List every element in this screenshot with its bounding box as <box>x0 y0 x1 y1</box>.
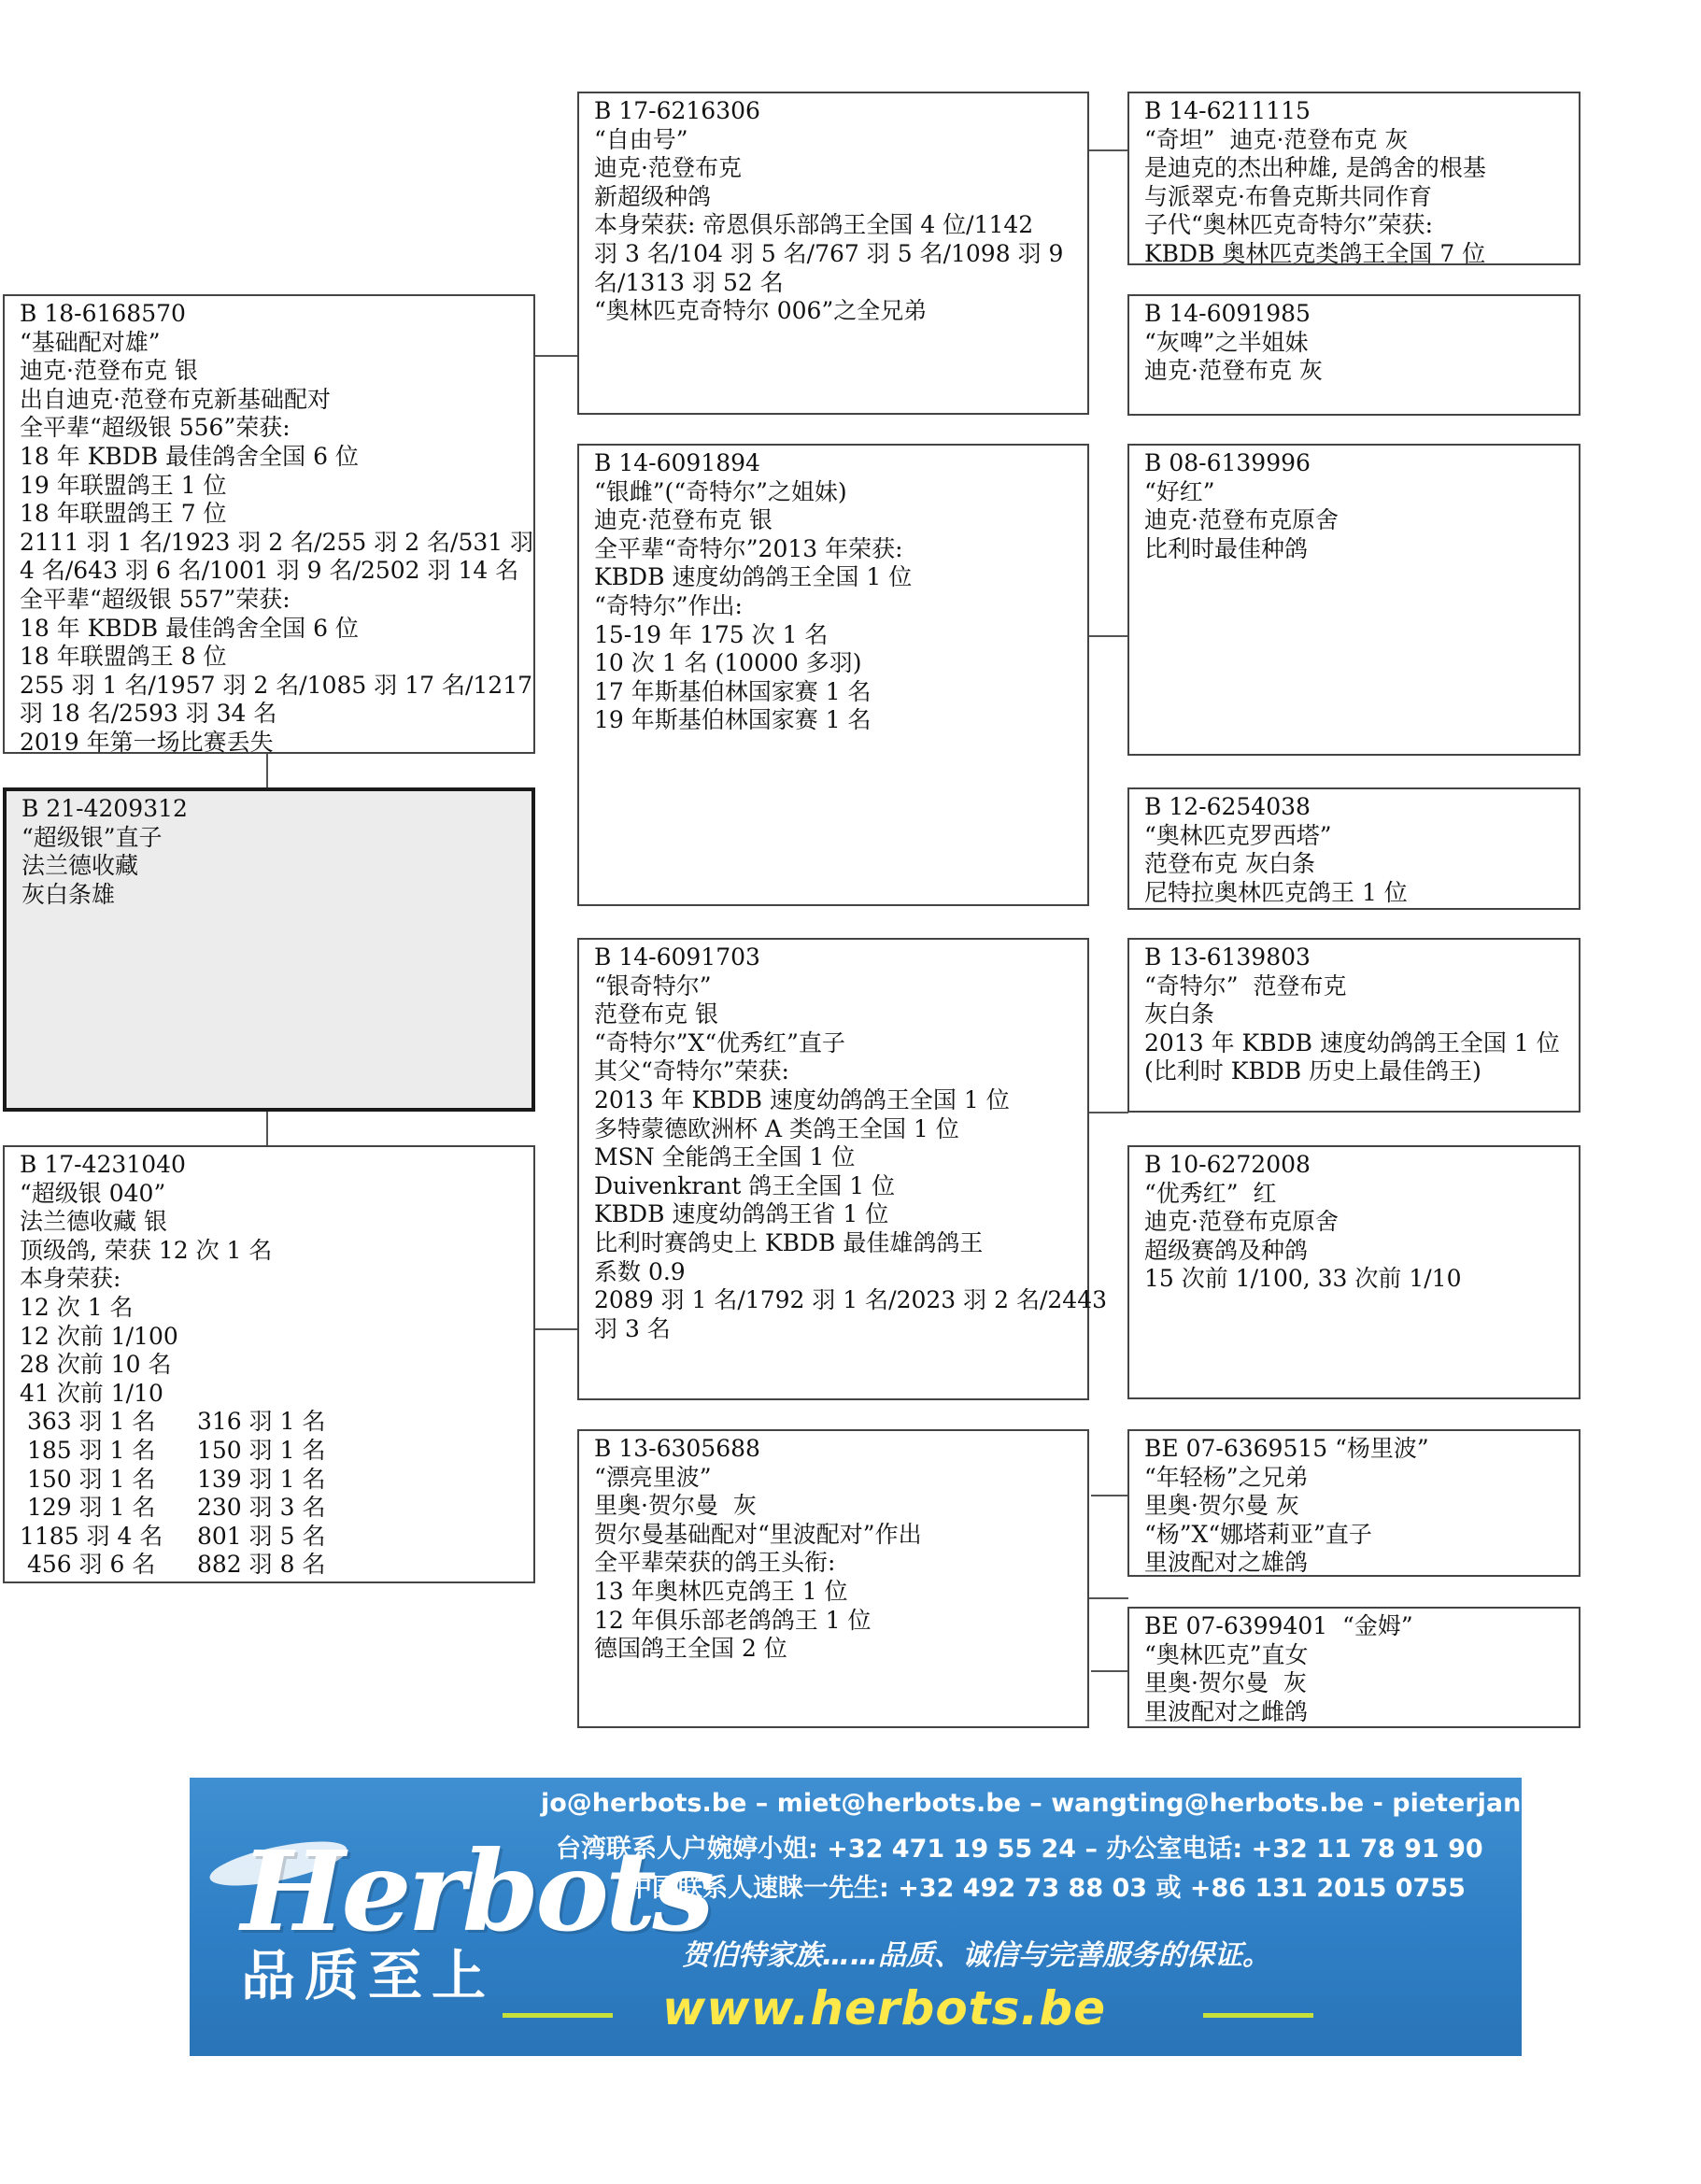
card-line: 12 次前 1/100 <box>20 1322 178 1350</box>
connector <box>266 754 268 788</box>
card-line: 全平辈“超级银 556”荣获: <box>20 414 291 442</box>
result-cell: 801 羽 5 名 <box>197 1522 326 1550</box>
result-cell: 139 羽 1 名 <box>197 1465 326 1493</box>
result-row <box>20 1551 518 1580</box>
slogan: 品质至上 <box>241 1944 496 2007</box>
ring-number: B 14-6091894 <box>594 449 760 476</box>
card-line: “奥林匹克”直女 <box>1144 1640 1309 1668</box>
dds-card <box>1127 1429 1581 1577</box>
ring-number: B 18-6168570 <box>20 300 186 327</box>
card-line: “超级银 040” <box>20 1179 166 1207</box>
card-line: “杨”X“娜塔莉亚”直子 <box>1144 1520 1372 1548</box>
card-line: 贺尔曼基础配对“里波配对”作出 <box>594 1520 922 1548</box>
result-cell: 1185 羽 4 名 <box>20 1522 163 1550</box>
connector <box>1091 1495 1128 1496</box>
card-line: 10 次 1 名 (10000 多羽) <box>594 649 862 677</box>
ssd-card <box>1127 294 1581 416</box>
card-line: 出自迪克·范登布克新基础配对 <box>20 385 331 413</box>
card-line: “漂亮里波” <box>594 1463 712 1491</box>
ring-number: B 08-6139996 <box>1144 449 1311 476</box>
dss-card <box>1127 938 1581 1113</box>
connector <box>532 355 579 357</box>
card-line: 19 年联盟鸽王 1 位 <box>20 471 227 499</box>
card-line: 12 次 1 名 <box>20 1293 134 1321</box>
card-line: 法兰德收藏 银 <box>20 1208 167 1236</box>
card-line: 4 名/643 羽 6 名/1001 羽 9 名/2502 羽 14 名 <box>20 557 519 585</box>
card-line: 18 年联盟鸽王 7 位 <box>20 500 227 528</box>
result-cell: 316 羽 1 名 <box>197 1408 326 1436</box>
result-cell: 129 羽 1 名 <box>20 1494 156 1522</box>
card-line: 德国鸽王全国 2 位 <box>594 1635 787 1663</box>
card-line: 范登布克 灰白条 <box>1144 850 1315 878</box>
dam-dam-card <box>577 1429 1089 1728</box>
result-cell: 456 羽 6 名 <box>20 1551 156 1579</box>
ring-number: B 14-6211115 <box>1144 97 1311 124</box>
card-line: 名/1313 羽 52 名 <box>594 268 784 296</box>
herbots-logo: Herbots <box>241 1826 711 1956</box>
card-line: 19 年斯基伯林国家赛 1 名 <box>594 706 872 734</box>
card-line: “超级银”直子 <box>21 823 163 851</box>
ring-number: B 17-4231040 <box>20 1151 186 1178</box>
card-line: 迪克·范登布克 银 <box>594 506 773 534</box>
card-line: 迪克·范登布克原舍 <box>1144 506 1339 534</box>
card-line: 18 年 KBDB 最佳鸽舍全国 6 位 <box>20 614 359 642</box>
card-line: MSN 全能鸽王全国 1 位 <box>594 1143 856 1171</box>
card-line: 28 次前 10 名 <box>20 1351 172 1379</box>
card-line: 与派翠克·布鲁克斯共同作育 <box>1144 182 1432 210</box>
card-line: 新超级种鸽 <box>594 182 712 210</box>
sdd-card <box>1127 787 1581 910</box>
card-line: 17 年斯基伯林国家赛 1 名 <box>594 677 872 705</box>
sire-card <box>3 294 535 754</box>
ring-number: B 13-6139803 <box>1144 943 1311 971</box>
card-line: 尼特拉奥林匹克鸽王 1 位 <box>1144 878 1408 906</box>
card-line: 2019 年第一场比赛丢失 <box>20 728 274 756</box>
card-line: 超级赛鸽及种鸽 <box>1144 1236 1309 1264</box>
card-line: “奇特尔”作出: <box>594 591 743 619</box>
card-line: 本身荣获: 帝恩俱乐部鸽王全国 4 位/1142 <box>594 211 1034 239</box>
result-row <box>20 1523 518 1552</box>
website-link[interactable]: www.herbots.be <box>662 1981 1107 2035</box>
card-line: Duivenkrant 鸽王全国 1 位 <box>594 1171 896 1199</box>
connector <box>1088 149 1128 151</box>
result-cell: 185 羽 1 名 <box>20 1436 156 1464</box>
card-line: 比利时赛鸽史上 KBDB 最佳雄鸽鸽王 <box>594 1228 984 1256</box>
ring-number: BE 07-6369515 “杨里波” <box>1144 1435 1429 1462</box>
card-line: “奇特尔” 范登布克 <box>1144 971 1347 1000</box>
connector <box>1088 1112 1128 1113</box>
card-line: 2013 年 KBDB 速度幼鸽鸽王全国 1 位 <box>594 1085 1010 1113</box>
result-cell: 150 羽 1 名 <box>197 1436 326 1464</box>
card-line: 迪克·范登布克 <box>594 154 742 182</box>
card-line: 比利时最佳种鸽 <box>1144 534 1309 562</box>
connector <box>1091 1670 1128 1672</box>
sss-card <box>1127 92 1581 265</box>
dam-card <box>3 1145 535 1583</box>
card-line: “好红” <box>1144 477 1215 505</box>
card-line: 法兰德收藏 <box>21 852 139 880</box>
card-line: KBDB 奥林匹克类鸽王全国 7 位 <box>1144 239 1486 267</box>
card-line: 迪克·范登布克 灰 <box>1144 357 1323 385</box>
result-cell: 882 羽 8 名 <box>197 1551 326 1579</box>
contact-china: 中国联系人速睐一先生: +32 492 73 88 03 或 +86 131 2015 0755 <box>627 1874 1466 1903</box>
ring-number: B 17-6216306 <box>594 97 760 124</box>
ring-number: B 14-6091703 <box>594 943 760 971</box>
ring-number: BE 07-6399401 “金姆” <box>1144 1612 1413 1639</box>
card-line: 里波配对之雌鸽 <box>1144 1697 1309 1725</box>
card-line: 全平辈荣获的鸽王头衔: <box>594 1549 836 1577</box>
ring-number: B 10-6272008 <box>1144 1151 1311 1178</box>
card-line: “奇坦” 迪克·范登布克 灰 <box>1144 125 1409 153</box>
subject-card <box>3 787 535 1112</box>
result-row <box>20 1466 518 1495</box>
card-line: 迪克·范登布克 银 <box>20 357 198 385</box>
card-line: (比利时 KBDB 历史上最佳鸽王) <box>1144 1057 1481 1085</box>
sds-card <box>1127 444 1581 756</box>
card-line: 2089 羽 1 名/1792 羽 1 名/2023 羽 2 名/2443 <box>594 1286 1107 1314</box>
card-line: 2013 年 KBDB 速度幼鸽鸽王全国 1 位 <box>1144 1028 1560 1057</box>
card-line: KBDB 速度幼鸽鸽王全国 1 位 <box>594 563 913 591</box>
card-line: “银奇特尔” <box>594 971 712 1000</box>
card-line: 15 次前 1/100, 33 次前 1/10 <box>1144 1265 1462 1293</box>
connector <box>1088 1597 1128 1599</box>
email-line[interactable]: jo@herbots.be – miet@herbots.be – wangting@herbots.be - pieterjan@herbots.be <box>541 1789 1701 1818</box>
card-line: 多特蒙德欧洲杯 A 类鸽王全国 1 位 <box>594 1114 959 1142</box>
card-line: “自由号” <box>594 125 688 153</box>
result-cell: 230 羽 3 名 <box>197 1494 326 1522</box>
card-line: “灰啤”之半姐妹 <box>1144 328 1309 356</box>
card-line: 里波配对之雄鸽 <box>1144 1549 1309 1577</box>
divider-right <box>1203 2013 1313 2018</box>
card-line: 15-19 年 175 次 1 名 <box>594 620 829 648</box>
card-line: 里奥·贺尔曼 灰 <box>594 1492 757 1520</box>
connector <box>1088 635 1128 637</box>
card-line: 本身荣获: <box>20 1265 121 1293</box>
result-cell: 150 羽 1 名 <box>20 1465 156 1493</box>
card-line: 全平辈“奇特尔”2013 年荣获: <box>594 534 903 562</box>
card-line: “年轻杨”之兄弟 <box>1144 1463 1309 1491</box>
card-line: “基础配对雄” <box>20 328 161 356</box>
card-line: 2111 羽 1 名/1923 羽 2 名/255 羽 2 名/531 羽 <box>20 528 534 556</box>
card-line: 顶级鸽, 荣获 12 次 1 名 <box>20 1236 273 1264</box>
sire-dam-card <box>577 444 1089 906</box>
card-line: 子代“奥林匹克奇特尔”荣获: <box>1144 211 1433 239</box>
ring-number: B 13-6305688 <box>594 1435 760 1462</box>
card-line: 全平辈“超级银 557”荣获: <box>20 585 291 613</box>
result-cell: 363 羽 1 名 <box>20 1408 156 1436</box>
card-line: 18 年联盟鸽王 8 位 <box>20 643 227 671</box>
ring-number: B 21-4209312 <box>21 795 188 822</box>
dam-results <box>20 1408 518 1580</box>
card-line: 羽 18 名/2593 羽 34 名 <box>20 700 277 728</box>
card-line: 系数 0.9 <box>594 1257 686 1285</box>
card-line: “奥林匹克奇特尔 006”之全兄弟 <box>594 297 928 325</box>
card-line: 12 年俱乐部老鸽鸽王 1 位 <box>594 1606 872 1634</box>
card-line: “优秀红” 红 <box>1144 1179 1277 1207</box>
card-line: 迪克·范登布克原舍 <box>1144 1208 1339 1236</box>
dsd-card <box>1127 1145 1581 1399</box>
motto: 贺伯特家族……品质、诚信与完善服务的保证。 <box>682 1939 1270 1972</box>
herbots-banner <box>190 1778 1701 2056</box>
connector <box>266 1112 268 1145</box>
result-row <box>20 1408 518 1437</box>
connector <box>532 1328 579 1330</box>
card-line: 里奥·贺尔曼 灰 <box>1144 1492 1299 1520</box>
ring-number: B 12-6254038 <box>1144 793 1311 820</box>
card-line: “奥林匹克罗西塔” <box>1144 821 1332 849</box>
ddd-card <box>1127 1607 1581 1728</box>
card-line: 羽 3 名 <box>594 1314 671 1342</box>
card-line: 里奥·贺尔曼 灰 <box>1144 1669 1307 1697</box>
contact-taiwan: 台湾联系人户婉婷小姐: +32 471 19 55 24 – 办公室电话: +32 11 78 91 90 <box>556 1835 1483 1864</box>
card-line: 18 年 KBDB 最佳鸽舍全国 6 位 <box>20 442 359 470</box>
result-row <box>20 1437 518 1466</box>
card-line: “奇特尔”X“优秀红”直子 <box>594 1028 845 1057</box>
divider-left <box>503 2013 613 2018</box>
card-line: 羽 3 名/104 羽 5 名/767 羽 5 名/1098 羽 9 <box>594 239 1064 267</box>
card-line: 255 羽 1 名/1957 羽 2 名/1085 羽 17 名/1217 <box>20 671 532 699</box>
sire-sire-card <box>577 92 1089 415</box>
card-line: 范登布克 银 <box>594 1000 718 1028</box>
card-line: KBDB 速度幼鸽鸽王省 1 位 <box>594 1200 889 1228</box>
card-line: 13 年奥林匹克鸽王 1 位 <box>594 1577 848 1605</box>
card-line: “银雌”(“奇特尔”之姐妹) <box>594 477 847 505</box>
card-line: 41 次前 1/10 <box>20 1379 163 1407</box>
dam-sire-card <box>577 938 1107 1400</box>
card-line: 灰白条 <box>1144 1000 1215 1028</box>
result-row <box>20 1494 518 1523</box>
card-line: 其父“奇特尔”荣获: <box>594 1057 789 1085</box>
card-line: 灰白条雄 <box>21 880 116 908</box>
ring-number: B 14-6091985 <box>1144 300 1311 327</box>
card-line: 是迪克的杰出种雄, 是鸽舍的根基 <box>1144 154 1486 182</box>
